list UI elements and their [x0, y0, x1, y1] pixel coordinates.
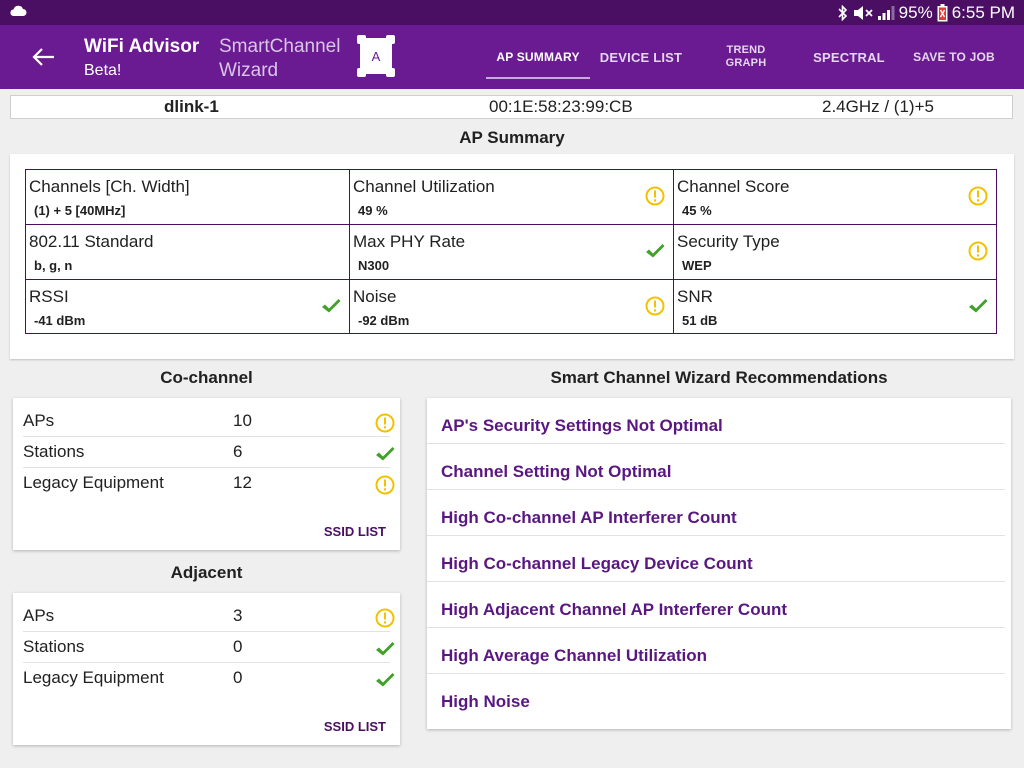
ap-summary-card: [10, 154, 1014, 359]
recommendation-item[interactable]: [427, 490, 1005, 536]
adjacent-row-value: 0: [233, 668, 243, 687]
status-right: [837, 2, 1015, 24]
warning-icon: [645, 186, 665, 206]
summary-cell: [350, 225, 674, 280]
adjacent-row-value: 0: [233, 637, 243, 656]
tab-ap-summary[interactable]: [486, 25, 590, 89]
status-bar: [0, 0, 1024, 25]
summary-cell-value: 45 %: [682, 203, 712, 218]
cochannel-title: Co-channel: [160, 368, 253, 387]
adjacent-row-name: Legacy Equipment: [23, 668, 164, 687]
summary-cell-value: b, g, n: [34, 258, 73, 273]
cochannel-row-value: 12: [233, 473, 252, 492]
summary-cell-value: WEP: [682, 258, 712, 273]
ap-summary-title: AP Summary: [459, 128, 565, 147]
recommendation-item[interactable]: [427, 628, 1005, 674]
back-arrow-icon[interactable]: [30, 45, 56, 69]
summary-cell-label: Max PHY Rate: [353, 232, 466, 251]
recommendation-item[interactable]: [427, 674, 1005, 720]
cochannel-row-value: 6: [233, 442, 243, 461]
adjacent-ssid-list-button[interactable]: SSID LIST: [323, 719, 386, 734]
wizard-router-icon[interactable]: [357, 34, 395, 78]
cochannel-row: [23, 437, 390, 468]
tab-active-indicator: [486, 77, 590, 79]
adjacent-row: [23, 601, 390, 632]
warning-icon: [375, 475, 395, 495]
warning-icon: [375, 608, 395, 628]
checkmark-icon: [375, 639, 395, 659]
summary-cell-label: Channel Utilization: [353, 177, 495, 196]
summary-cell: [26, 225, 350, 280]
recommendation-item[interactable]: [427, 582, 1005, 628]
mute-icon: [853, 5, 873, 21]
cochannel-row: [23, 406, 390, 437]
signal-icon: [877, 5, 895, 21]
warning-icon: [968, 186, 988, 206]
summary-cell-value: -92 dBm: [358, 313, 410, 328]
adjacent-row-name: APs: [23, 606, 55, 625]
tab-device-list[interactable]: [594, 25, 688, 89]
tab-trend-graph[interactable]: [716, 25, 776, 89]
summary-cell: [674, 225, 996, 280]
ap-mac-address: 00:1E:58:23:99:CB: [489, 97, 633, 116]
cochannel-row-name: Stations: [23, 442, 85, 461]
cochannel-row-value: 10: [233, 411, 252, 430]
summary-cell-label: 802.11 Standard: [29, 232, 154, 251]
summary-cell-label: Channel Score: [677, 177, 790, 196]
ap-ssid: dlink-1: [164, 97, 219, 116]
app-bar: [0, 25, 1024, 89]
warning-icon: [968, 241, 988, 261]
wizard-title-line1: SmartChannel: [219, 36, 341, 57]
checkmark-icon: [968, 296, 988, 316]
wizard-icon-letter: A: [371, 49, 381, 64]
ap-summary-grid: [25, 169, 997, 334]
summary-cell-value: N300: [358, 258, 390, 273]
warning-icon: [645, 296, 665, 316]
recommendations-card: [427, 398, 1011, 729]
adjacent-row-name: Stations: [23, 637, 85, 656]
clock: 6:55 PM: [951, 3, 1015, 22]
recommendation-text: AP's Security Settings Not Optimal: [441, 416, 723, 435]
cochannel-row: [23, 468, 390, 499]
recommendation-item[interactable]: [427, 398, 1005, 444]
checkmark-icon: [645, 241, 665, 261]
summary-cell: [26, 170, 350, 225]
summary-cell-label: SNR: [677, 287, 713, 306]
cochannel-row-name: APs: [23, 411, 55, 430]
summary-cell-value: -41 dBm: [34, 313, 86, 328]
wizard-title-line2: Wizard: [219, 60, 279, 81]
checkmark-icon: [375, 444, 395, 464]
battery-percent: 95%: [898, 3, 933, 22]
adjacent-row: [23, 663, 390, 694]
app-title: WiFi Advisor: [84, 36, 200, 57]
adjacent-card: [13, 593, 400, 745]
checkmark-icon: [321, 296, 341, 316]
summary-cell-label: Channels [Ch. Width]: [29, 177, 190, 196]
tab-spectral-label: SPECTRAL: [813, 49, 885, 65]
warning-icon: [375, 413, 395, 433]
adjacent-title: Adjacent: [170, 563, 243, 582]
app-subtitle: Beta!: [84, 62, 122, 79]
ap-info-strip: [10, 95, 1013, 119]
tab-save-to-job-label: SAVE TO JOB: [913, 49, 995, 64]
summary-cell-label: Noise: [353, 287, 397, 306]
battery-icon: [937, 4, 948, 22]
recommendations-title: Smart Channel Wizard Recommendations: [550, 368, 888, 387]
summary-cell-value: (1) + 5 [40MHz]: [34, 203, 126, 218]
summary-cell-value: 51 dB: [682, 313, 718, 328]
summary-cell: [674, 280, 996, 333]
recommendation-text: High Average Channel Utilization: [441, 646, 708, 665]
cochannel-ssid-list-button[interactable]: SSID LIST: [323, 524, 386, 539]
tab-spectral[interactable]: [808, 25, 890, 89]
cochannel-row-name: Legacy Equipment: [23, 473, 164, 492]
tab-ap-summary-label: AP SUMMARY: [496, 49, 580, 64]
recommendation-text: High Co-channel AP Interferer Count: [441, 508, 737, 527]
recommendation-item[interactable]: [427, 444, 1005, 490]
summary-cell: [26, 280, 350, 333]
cochannel-card: [13, 398, 400, 550]
recommendation-item[interactable]: [427, 536, 1005, 582]
summary-cell: [350, 280, 674, 333]
tab-trend-graph-label: TREND GRAPH: [725, 44, 767, 69]
recommendation-text: High Noise: [441, 692, 530, 711]
summary-cell-label: RSSI: [29, 287, 69, 306]
adjacent-row-value: 3: [233, 606, 243, 625]
summary-cell-value: 49 %: [358, 203, 388, 218]
cloud-icon: [9, 5, 27, 17]
summary-cell: [350, 170, 674, 225]
ap-band-channel: 2.4GHz / (1)+5: [822, 97, 934, 116]
bluetooth-icon: [837, 5, 849, 21]
recommendation-text: High Co-channel Legacy Device Count: [441, 554, 753, 573]
tab-save-to-job[interactable]: [912, 25, 996, 89]
recommendation-text: Channel Setting Not Optimal: [441, 462, 672, 481]
tab-device-list-label: DEVICE LIST: [599, 49, 683, 65]
recommendation-text: High Adjacent Channel AP Interferer Count: [441, 600, 788, 619]
checkmark-icon: [375, 670, 395, 690]
summary-cell-label: Security Type: [677, 232, 780, 251]
summary-cell: [674, 170, 996, 225]
adjacent-row: [23, 632, 390, 663]
